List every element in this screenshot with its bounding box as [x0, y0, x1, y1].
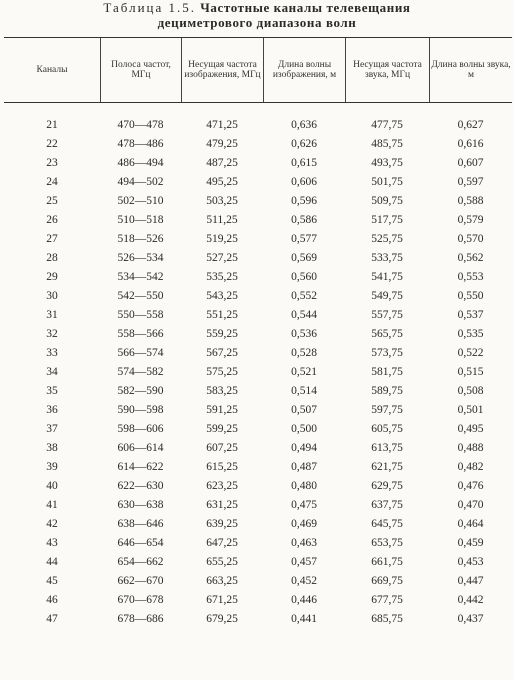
header-video-carrier: Несущая частота изображения, МГц: [184, 60, 261, 80]
table-cell: 0,514: [291, 384, 317, 397]
table-row: [4, 324, 512, 343]
table-row: [4, 571, 512, 590]
table-heading-line2: дециметрового диапазона волн: [157, 15, 357, 30]
table-cell: 0,569: [291, 251, 317, 264]
table-cell: 534—542: [117, 270, 164, 283]
table-cell: 0,501: [457, 403, 484, 416]
table-cell: 623,25: [206, 479, 238, 492]
table-cell: 485,75: [371, 137, 403, 150]
table-cell: 575,25: [206, 365, 238, 378]
table-cell: 663,25: [206, 574, 238, 587]
table-cell: 43: [46, 536, 58, 549]
table-cell: 0,464: [457, 517, 484, 530]
table-cell: 47: [46, 612, 58, 625]
table-cell: 32: [46, 327, 58, 340]
table-row: [4, 191, 512, 210]
table-cell: 0,441: [291, 612, 317, 625]
table-row: [4, 457, 512, 476]
table-cell: 607,25: [206, 441, 238, 454]
header-video-wavelength: Длина волны изображения, м: [272, 60, 337, 80]
table-cell: 0,597: [457, 175, 484, 188]
table-cell: 535,25: [206, 270, 238, 283]
table-cell: 622—630: [117, 479, 164, 492]
table-cell: 655,25: [206, 555, 238, 568]
table-cell: 542—550: [117, 289, 164, 302]
table-row: [4, 248, 512, 267]
table-cell: 510—518: [117, 213, 164, 226]
table-cell: 0,636: [291, 118, 317, 131]
table-cell: 646—654: [117, 536, 164, 549]
table-cell: 0,606: [291, 175, 317, 188]
table-row: [4, 172, 512, 191]
table-cell: 567,25: [206, 346, 238, 359]
table-row: [4, 286, 512, 305]
table-cell: 29: [46, 270, 58, 283]
column-divider: [263, 38, 264, 102]
table-cell: 0,469: [291, 517, 317, 530]
table-cell: 677,75: [371, 593, 403, 606]
table-cell: 21: [46, 118, 58, 131]
table-cell: 630—638: [117, 498, 164, 511]
table-cell: 653,75: [371, 536, 403, 549]
table-row: [4, 115, 512, 134]
table-cell: 591,25: [206, 403, 238, 416]
table-cell: 605,75: [371, 422, 403, 435]
table-cell: 549,75: [371, 289, 403, 302]
table-row: [4, 514, 512, 533]
table-cell: 502—510: [117, 194, 164, 207]
table-cell: 0,535: [457, 327, 484, 340]
table-cell: 471,25: [206, 118, 238, 131]
table-cell: 486—494: [117, 156, 164, 169]
table-row: [4, 533, 512, 552]
table-cell: 501,75: [371, 175, 403, 188]
table-cell: 0,586: [291, 213, 317, 226]
table-cell: 543,25: [206, 289, 238, 302]
table-cell: 599,25: [206, 422, 238, 435]
table-cell: 31: [46, 308, 58, 321]
table-cell: 526—534: [117, 251, 164, 264]
table-body: [4, 115, 512, 628]
table-row: [4, 343, 512, 362]
table-cell: 0,537: [457, 308, 484, 321]
table-cell: 470—478: [117, 118, 164, 131]
table-cell: 597,75: [371, 403, 403, 416]
table-cell: 25: [46, 194, 58, 207]
table-row: [4, 153, 512, 172]
table-cell: 0,552: [291, 289, 317, 302]
table-row: [4, 552, 512, 571]
table-row: [4, 134, 512, 153]
table-cell: 39: [46, 460, 58, 473]
table-cell: 533,75: [371, 251, 403, 264]
table-cell: 557,75: [371, 308, 403, 321]
table-cell: 0,544: [291, 308, 317, 321]
table-cell: 661,75: [371, 555, 403, 568]
table-cell: 26: [46, 213, 58, 226]
table-cell: 583,25: [206, 384, 238, 397]
table-cell: 0,522: [457, 346, 484, 359]
table-cell: 631,25: [206, 498, 238, 511]
table-cell: 0,528: [291, 346, 317, 359]
table-cell: 558—566: [117, 327, 164, 340]
table-cell: 606—614: [117, 441, 164, 454]
table-cell: 654—662: [117, 555, 164, 568]
table-cell: 669,75: [371, 574, 403, 587]
table-cell: 0,577: [291, 232, 317, 245]
header-audio-wavelength: Длина волны звука, м: [431, 60, 511, 80]
table-cell: 44: [46, 555, 58, 568]
table-cell: 0,470: [457, 498, 484, 511]
table-cell: 0,475: [291, 498, 317, 511]
column-divider: [345, 38, 346, 102]
table-cell: 519,25: [206, 232, 238, 245]
table-cell: 0,452: [291, 574, 317, 587]
table-cell: 0,515: [457, 365, 484, 378]
table-row: [4, 438, 512, 457]
table-cell: 0,521: [291, 365, 317, 378]
column-divider: [181, 38, 182, 102]
table-cell: 46: [46, 593, 58, 606]
header-channels: Каналы: [36, 65, 68, 75]
table-cell: 671,25: [206, 593, 238, 606]
table-cell: 638—646: [117, 517, 164, 530]
table-cell: 41: [46, 498, 58, 511]
column-divider: [100, 38, 101, 102]
table-cell: 0,626: [291, 137, 317, 150]
table-row: [4, 419, 512, 438]
table-cell: 36: [46, 403, 58, 416]
table-cell: 615,25: [206, 460, 238, 473]
table-cell: 517,75: [371, 213, 403, 226]
table-cell: 685,75: [371, 612, 403, 625]
table-cell: 0,482: [457, 460, 484, 473]
table-cell: 590—598: [117, 403, 164, 416]
table-cell: 487,25: [206, 156, 238, 169]
table-cell: 479,25: [206, 137, 238, 150]
table-cell: 494—502: [117, 175, 164, 188]
table-cell: 0,453: [457, 555, 484, 568]
table-cell: 0,494: [291, 441, 317, 454]
table-cell: 33: [46, 346, 58, 359]
header-band: Полоса частот, МГц: [111, 60, 171, 80]
table-row: [4, 400, 512, 419]
table-cell: 0,616: [457, 137, 484, 150]
table-cell: 589,75: [371, 384, 403, 397]
table-cell: 35: [46, 384, 58, 397]
table-cell: 509,75: [371, 194, 403, 207]
table-cell: 679,25: [206, 612, 238, 625]
table-cell: 0,480: [291, 479, 317, 492]
table-cell: 0,507: [291, 403, 317, 416]
table-cell: 637,75: [371, 498, 403, 511]
table-cell: 0,508: [457, 384, 484, 397]
table-row: [4, 210, 512, 229]
table-cell: 0,459: [457, 536, 484, 549]
table-cell: 574—582: [117, 365, 164, 378]
table-cell: 645,75: [371, 517, 403, 530]
table-row: [4, 476, 512, 495]
table-cell: 559,25: [206, 327, 238, 340]
table-cell: 0,536: [291, 327, 317, 340]
table-cell: 614—622: [117, 460, 164, 473]
table-cell: 0,487: [291, 460, 317, 473]
table-cell: 0,495: [457, 422, 484, 435]
table-cell: 0,607: [457, 156, 484, 169]
table-cell: 518—526: [117, 232, 164, 245]
table-cell: 613,75: [371, 441, 403, 454]
table-cell: 0,550: [457, 289, 484, 302]
table-cell: 0,570: [457, 232, 484, 245]
table-cell: 38: [46, 441, 58, 454]
table-cell: 541,75: [371, 270, 403, 283]
table-cell: 42: [46, 517, 58, 530]
table-cell: 573,75: [371, 346, 403, 359]
table-cell: 45: [46, 574, 58, 587]
table-row: [4, 495, 512, 514]
table-cell: 37: [46, 422, 58, 435]
table-cell: 23: [46, 156, 58, 169]
table-cell: 598—606: [117, 422, 164, 435]
table-cell: 678—686: [117, 612, 164, 625]
table-cell: 0,476: [457, 479, 484, 492]
table-row: [4, 362, 512, 381]
table-cell: 550—558: [117, 308, 164, 321]
table-cell: 0,457: [291, 555, 317, 568]
table-cell: 581,75: [371, 365, 403, 378]
table-cell: 0,596: [291, 194, 317, 207]
table-cell: 478—486: [117, 137, 164, 150]
table-cell: 670—678: [117, 593, 164, 606]
table-cell: 0,627: [457, 118, 484, 131]
table-cell: 639,25: [206, 517, 238, 530]
table-cell: 527,25: [206, 251, 238, 264]
table-cell: 0,588: [457, 194, 484, 207]
table-cell: 503,25: [206, 194, 238, 207]
table-cell: 511,25: [206, 213, 238, 226]
table-cell: 30: [46, 289, 58, 302]
table-title: [0, 0, 514, 30]
table-row: [4, 381, 512, 400]
table-cell: 22: [46, 137, 58, 150]
table-cell: 495,25: [206, 175, 238, 188]
table-cell: 525,75: [371, 232, 403, 245]
table-cell: 0,560: [291, 270, 317, 283]
column-divider: [429, 38, 430, 102]
table-cell: 0,437: [457, 612, 484, 625]
table-cell: 0,579: [457, 213, 484, 226]
table-cell: 0,442: [457, 593, 484, 606]
table-cell: 0,562: [457, 251, 484, 264]
table-row: [4, 305, 512, 324]
table-cell: 621,75: [371, 460, 403, 473]
table-cell: 28: [46, 251, 58, 264]
table-cell: 0,463: [291, 536, 317, 549]
table-cell: 629,75: [371, 479, 403, 492]
table-cell: 34: [46, 365, 58, 378]
table-cell: 582—590: [117, 384, 164, 397]
table-row: [4, 229, 512, 248]
table-cell: 27: [46, 232, 58, 245]
table-cell: 566—574: [117, 346, 164, 359]
header-audio-carrier: Несущая частота звука, МГц: [353, 60, 422, 80]
table-cell: 24: [46, 175, 58, 188]
table-cell: 0,447: [457, 574, 484, 587]
table-cell: 0,615: [291, 156, 317, 169]
table-cell: 551,25: [206, 308, 238, 321]
table-row: [4, 267, 512, 286]
table-cell: 0,500: [291, 422, 317, 435]
table-row: [4, 609, 512, 628]
table-row: [4, 590, 512, 609]
table-cell: 493,75: [371, 156, 403, 169]
table-caption: Таблица 1.5.: [103, 0, 197, 15]
table-cell: 0,488: [457, 441, 484, 454]
table-cell: 662—670: [117, 574, 164, 587]
table-heading-line1: Частотные каналы телевещания: [200, 0, 411, 15]
table-cell: 0,553: [457, 270, 484, 283]
table-cell: 40: [46, 479, 58, 492]
table-header-rule: [4, 102, 512, 103]
table-cell: 647,25: [206, 536, 238, 549]
table-cell: 477,75: [371, 118, 403, 131]
table-cell: 565,75: [371, 327, 403, 340]
table-cell: 0,446: [291, 593, 317, 606]
